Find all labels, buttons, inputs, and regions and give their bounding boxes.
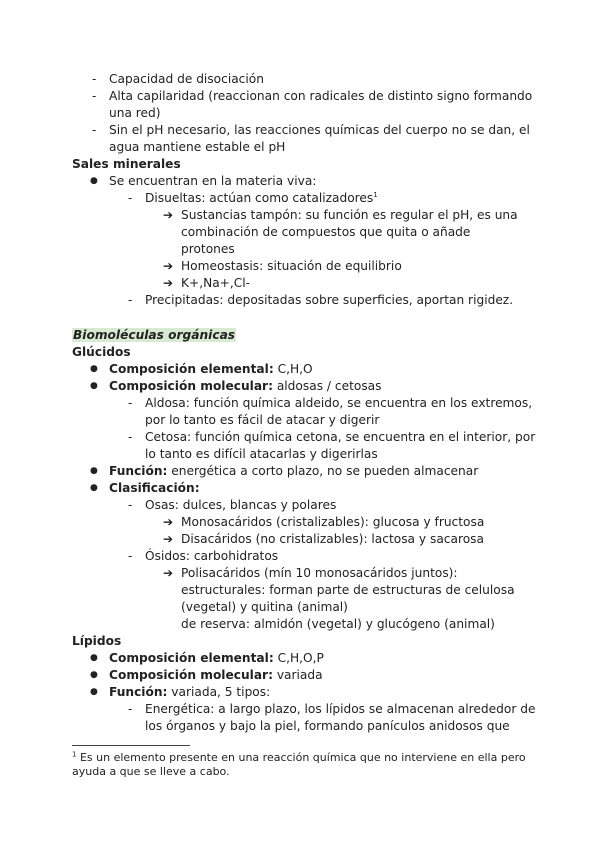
list-item-cont: lo tanto es difícil atacarlas y digerirlas [145,447,378,461]
dash-bullet: - [128,293,133,307]
section-heading-highlighted: Biomoléculas orgánicas [73,328,236,342]
dash-bullet: - [92,72,97,86]
footnote-number: 1 [72,750,77,759]
list-item: Sin el pH necesario, las reacciones químicas del cuerpo no se dan, el [109,123,530,137]
dash-bullet: - [128,549,133,563]
section-title-sales: Sales minerales [72,157,181,171]
bullet-icon: ● [90,687,98,697]
list-item: Composición elemental: C,H,O [109,362,313,376]
list-item-cont: por lo tanto es fácil de atacar y digerir [145,413,380,427]
list-item: Se encuentran en la materia viva: [109,174,317,188]
subsection-title-glucidos: Glúcidos [72,345,131,359]
bullet-icon: ● [90,364,98,374]
list-item: Energética: a largo plazo, los lípidos se almacenan alrededor de [145,702,536,716]
dash-bullet: - [128,191,133,205]
list-item: Cetosa: función química cetona, se encuentra en el interior, por [145,430,536,444]
bullet-icon: ● [90,670,98,680]
footnote-divider [72,745,190,746]
list-item: Composición molecular: aldosas / cetosas [109,379,382,393]
arrow-icon: ➔ [163,566,174,580]
list-item: Disueltas: actúan como catalizadores$^1$ [145,190,378,205]
arrow-icon: ➔ [163,276,174,290]
list-item: Aldosa: función química aldeido, se encuentra en los extremos, [145,396,533,410]
dash-bullet: - [92,123,97,137]
dash-bullet: - [92,89,97,103]
list-item: Precipitadas: depositadas sobre superficies, aportan rigidez. [145,293,514,307]
list-item-cont: combinación de compuestos que quita o añade [181,225,471,239]
list-item: K+,Na+,Cl- [181,276,251,290]
arrow-icon: ➔ [163,259,174,273]
list-item: Composición elemental: C,H,O,P [109,651,324,665]
list-item: Función: variada, 5 tipos: [109,685,271,699]
list-item: Clasificación: [109,481,200,495]
list-item-cont: de reserva: almidón (vegetal) y glucógeno (animal) [181,617,495,631]
bullet-icon: ● [90,483,98,493]
list-item-cont: agua mantiene estable el pH [109,140,286,154]
list-item: Capacidad de disociación [109,72,264,86]
arrow-icon: ➔ [163,515,174,529]
bullet-icon: ● [90,176,98,186]
dash-bullet: - [128,702,133,716]
bullet-icon: ● [90,381,98,391]
footnote-text-cont: ayuda a que se lleve a cabo. [72,765,230,778]
list-item-cont: protones [181,242,235,256]
dash-bullet: - [128,396,133,410]
dash-bullet: - [128,430,133,444]
list-item-cont: estructurales: forman parte de estructuras de celulosa [181,583,515,597]
footnote-ref: 1 [373,190,378,199]
dash-bullet: - [128,498,133,512]
arrow-icon: ➔ [163,208,174,222]
list-item: Sustancias tampón: su función es regular el pH, es una [181,208,518,222]
list-item: Osas: dulces, blancas y polares [145,498,337,512]
subsection-title-lipidos: Lípidos [72,634,122,648]
bullet-icon: ● [90,466,98,476]
list-item: Homeostasis: situación de equilibrio [181,259,402,273]
list-item-cont: una red) [109,106,161,120]
list-item: Alta capilaridad (reaccionan con radicales de distinto signo formando [109,89,533,103]
bullet-icon: ● [90,653,98,663]
list-item: Función: energética a corto plazo, no se pueden almacenar [109,464,479,478]
list-item: Monosacáridos (cristalizables): glucosa y fructosa [181,515,485,529]
list-item-cont: (vegetal) y quitina (animal) [181,600,348,614]
list-item: Ósidos: carbohidratos [145,549,279,563]
list-item: Disacáridos (no cristalizables): lactosa y sacarosa [181,532,484,546]
arrow-icon: ➔ [163,532,174,546]
list-item: Polisacáridos (mín 10 monosacáridos juntos): [181,566,458,580]
list-item-cont: los órganos y bajo la piel, formando panículos anidosos que [145,719,510,733]
footnote-text: $^1$ Es un elemento presente en una reacción química que no interviene en ella pero [72,750,526,764]
list-item: Composición molecular: variada [109,668,323,682]
